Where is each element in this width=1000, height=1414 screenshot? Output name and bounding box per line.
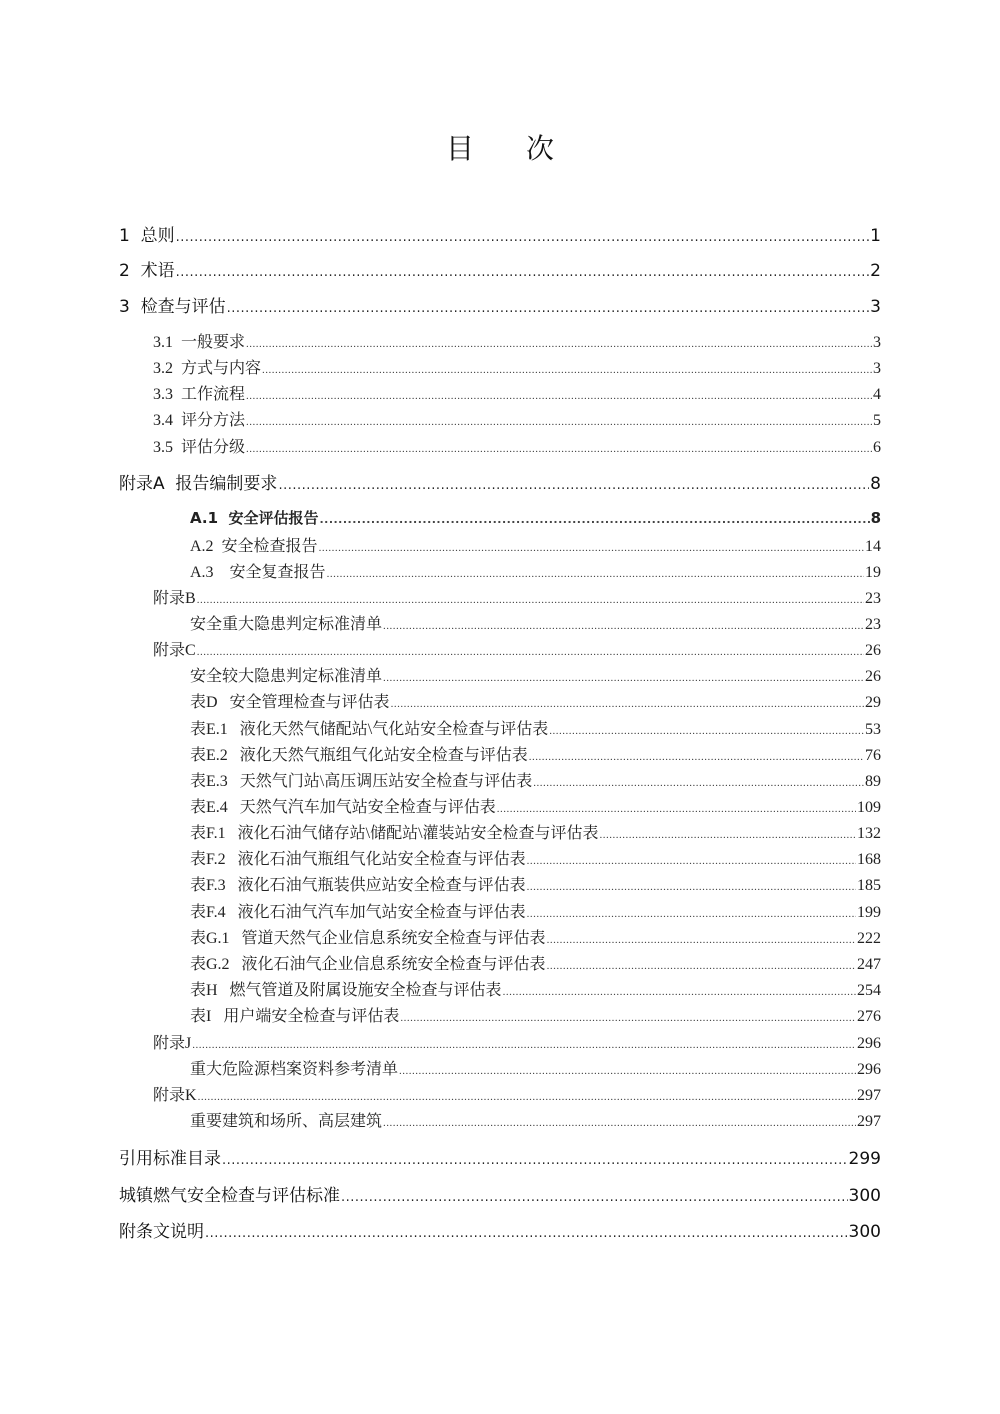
toc-entry-title: 表I 用户端安全检查与评估表 xyxy=(190,1008,400,1025)
toc-entry-page-number: 76 xyxy=(865,747,881,764)
toc-entry-page-number: 276 xyxy=(857,1008,881,1025)
dot-leader xyxy=(192,1039,856,1051)
dot-leader xyxy=(246,443,872,455)
toc-entry-page-number: 168 xyxy=(857,851,881,868)
toc-entry[interactable] xyxy=(153,1030,881,1052)
toc-entry-title: 重大危险源档案资料参考清单 xyxy=(190,1061,399,1078)
toc-entry-page-number: 3 xyxy=(873,360,881,377)
toc-entry-page-number: 254 xyxy=(857,982,881,999)
dot-leader xyxy=(246,338,872,350)
toc-entry[interactable] xyxy=(153,585,881,607)
toc-entry-page-number: 29 xyxy=(865,694,881,711)
toc-entry-title: 重要建筑和场所、高层建筑 xyxy=(190,1113,383,1130)
toc-entry[interactable] xyxy=(153,1082,881,1104)
toc-entry[interactable] xyxy=(190,689,881,711)
toc-entry-page-number: 296 xyxy=(857,1061,881,1078)
toc-entry-page-number: 296 xyxy=(857,1035,881,1052)
toc-entry-title: 表E.4 天然气汽车加气站安全检查与评估表 xyxy=(190,799,496,816)
toc-entry-page-number: 2 xyxy=(870,261,881,281)
dot-leader xyxy=(527,855,856,867)
dot-leader xyxy=(278,478,869,493)
toc-entry[interactable] xyxy=(190,716,881,738)
title-char-1: 目 xyxy=(445,132,474,165)
toc-entry[interactable] xyxy=(190,977,881,999)
toc-entry-page-number: 3 xyxy=(873,334,881,351)
toc-entry-page-number: 297 xyxy=(857,1113,881,1130)
toc-entry[interactable] xyxy=(190,507,881,529)
dot-leader xyxy=(383,1117,856,1129)
toc-entry-title: 表G.1 管道天然气企业信息系统安全检查与评估表 xyxy=(190,930,546,947)
toc-entry[interactable] xyxy=(190,820,881,842)
toc-entry[interactable] xyxy=(190,1003,881,1025)
toc-entry-page-number: 222 xyxy=(857,930,881,947)
toc-entry[interactable] xyxy=(190,768,881,790)
toc-entry-page-number: 299 xyxy=(848,1149,881,1169)
toc-entry[interactable] xyxy=(153,355,881,377)
toc-entry[interactable] xyxy=(119,1181,881,1205)
toc-entry[interactable] xyxy=(190,925,881,947)
dot-leader xyxy=(319,542,864,554)
toc-entry-page-number: 297 xyxy=(857,1087,881,1104)
dot-leader xyxy=(533,777,864,789)
toc-entry[interactable] xyxy=(190,794,881,816)
toc-entry[interactable] xyxy=(119,1217,881,1241)
dot-leader xyxy=(176,230,870,245)
toc-entry[interactable] xyxy=(190,559,881,581)
toc-entry-title: 3.2 方式与内容 xyxy=(153,360,262,377)
dot-leader xyxy=(547,934,856,946)
toc-entry[interactable] xyxy=(190,533,881,555)
dot-leader xyxy=(227,301,870,316)
toc-entry-page-number: 14 xyxy=(865,538,881,555)
toc-entry-page-number: 23 xyxy=(865,616,881,633)
toc-entry-page-number: 6 xyxy=(873,439,881,456)
toc-entry-title: 表E.2 液化天然气瓶组气化站安全检查与评估表 xyxy=(190,747,528,764)
toc-entry-page-number: 19 xyxy=(865,564,881,581)
toc-entry[interactable] xyxy=(190,872,881,894)
toc-entry-title: 表F.3 液化石油气瓶装供应站安全检查与评估表 xyxy=(190,877,526,894)
toc-entry-title: 3.4 评分方法 xyxy=(153,412,246,429)
toc-entry-title: 附录K xyxy=(153,1087,197,1104)
toc-entry-title: 附录A 报告编制要求 xyxy=(119,474,278,494)
dot-leader xyxy=(383,620,864,632)
toc-entry-page-number: 8 xyxy=(870,474,881,494)
dot-leader xyxy=(383,672,864,684)
dot-leader xyxy=(327,568,864,580)
toc-entry[interactable] xyxy=(153,434,881,456)
toc-entry-title: 3.1 一般要求 xyxy=(153,334,246,351)
dot-leader xyxy=(391,698,864,710)
page-title xyxy=(0,127,1000,167)
toc-entry-page-number: 23 xyxy=(865,590,881,607)
toc-entry-page-number: 199 xyxy=(857,904,881,921)
toc-entry[interactable] xyxy=(190,846,881,868)
toc-entry[interactable] xyxy=(190,663,881,685)
toc-entry[interactable] xyxy=(190,1108,881,1130)
toc-entry[interactable] xyxy=(119,1144,881,1168)
toc-entry-title: 附条文说明 xyxy=(119,1222,204,1242)
toc-entry-page-number: 109 xyxy=(857,799,881,816)
toc-entry-page-number: 5 xyxy=(873,412,881,429)
toc-entry-title: 表G.2 液化石油气企业信息系统安全检查与评估表 xyxy=(190,956,546,973)
toc-entry-page-number: 89 xyxy=(865,773,881,790)
toc-entry-title: 安全较大隐患判定标准清单 xyxy=(190,668,383,685)
toc-entry-title: 安全重大隐患判定标准清单 xyxy=(190,616,383,633)
toc-entry[interactable] xyxy=(153,329,881,351)
toc-entry-page-number: 132 xyxy=(857,825,881,842)
toc-entry-page-number: 1 xyxy=(870,226,881,246)
dot-leader xyxy=(262,364,872,376)
toc-entry[interactable] xyxy=(119,221,881,245)
toc-entry[interactable] xyxy=(190,899,881,921)
toc-entry[interactable] xyxy=(119,469,881,493)
toc-entry-title: 表F.4 液化石油气汽车加气站安全检查与评估表 xyxy=(190,904,526,921)
dot-leader xyxy=(341,1190,848,1205)
toc-entry-title: 3 检查与评估 xyxy=(119,297,226,317)
toc-entry-page-number: 247 xyxy=(857,956,881,973)
dot-leader xyxy=(197,594,864,606)
dot-leader xyxy=(205,1226,848,1241)
toc-entry-title: 表F.2 液化石油气瓶组气化站安全检查与评估表 xyxy=(190,851,526,868)
title-char-2: 次 xyxy=(526,132,555,165)
dot-leader xyxy=(246,416,872,428)
toc-entry-page-number: 4 xyxy=(873,386,881,403)
toc-entry-page-number: 26 xyxy=(865,668,881,685)
dot-leader xyxy=(547,960,856,972)
toc-entry-page-number: 3 xyxy=(870,297,881,317)
dot-leader xyxy=(527,881,856,893)
toc-entry-page-number: 8 xyxy=(870,509,881,527)
dot-leader xyxy=(222,1153,848,1168)
dot-leader xyxy=(527,908,856,920)
toc-entry-title: 引用标准目录 xyxy=(119,1149,221,1169)
toc-entry-title: 附录C xyxy=(153,642,196,659)
dot-leader xyxy=(319,513,869,526)
toc-entry-title: 3.5 评估分级 xyxy=(153,439,246,456)
toc-entry[interactable] xyxy=(119,256,881,280)
toc-entry[interactable] xyxy=(153,407,881,429)
toc-entry-title: 表D 安全管理检查与评估表 xyxy=(190,694,390,711)
dot-leader xyxy=(197,646,864,658)
toc-entry[interactable] xyxy=(119,292,881,316)
dot-leader xyxy=(497,803,856,815)
toc-entry-title: A.3 安全复查报告 xyxy=(190,564,326,581)
toc-entry[interactable] xyxy=(153,637,881,659)
toc-entry[interactable] xyxy=(190,951,881,973)
toc-entry-title: 2 术语 xyxy=(119,261,175,281)
dot-leader xyxy=(400,1012,856,1024)
toc-entry-title: 表E.3 天然气门站\高压调压站安全检查与评估表 xyxy=(190,773,533,790)
dot-leader xyxy=(503,986,856,998)
toc-entry-title: 表F.1 液化石油气储存站\储配站\灌装站安全检查与评估表 xyxy=(190,825,599,842)
toc-entry-page-number: 300 xyxy=(848,1222,881,1242)
dot-leader xyxy=(176,265,870,280)
dot-leader xyxy=(399,1065,856,1077)
toc-entry[interactable] xyxy=(153,381,881,403)
toc-entry[interactable] xyxy=(190,1056,881,1078)
toc-entry-title: 附录J xyxy=(153,1035,192,1052)
toc-entry-page-number: 53 xyxy=(865,721,881,738)
dot-leader xyxy=(549,725,864,737)
toc-entry-page-number: 26 xyxy=(865,642,881,659)
dot-leader xyxy=(600,829,856,841)
dot-leader xyxy=(246,390,872,402)
toc-entry-page-number: 300 xyxy=(848,1186,881,1206)
toc-entry-title: A.1 安全评估报告 xyxy=(190,509,319,527)
toc-entry-title: 城镇燃气安全检查与评估标准 xyxy=(119,1186,340,1206)
toc-entry-title: 表E.1 液化天然气储配站\气化站安全检查与评估表 xyxy=(190,721,549,738)
toc-entry-title: 3.3 工作流程 xyxy=(153,386,246,403)
dot-leader xyxy=(198,1091,856,1103)
toc-entry-page-number: 185 xyxy=(857,877,881,894)
toc-entry-title: A.2 安全检查报告 xyxy=(190,538,318,555)
toc-entry-title: 附录B xyxy=(153,590,196,607)
toc-entry[interactable] xyxy=(190,742,881,764)
dot-leader xyxy=(529,751,864,763)
toc-entry-title: 表H 燃气管道及附属设施安全检查与评估表 xyxy=(190,982,502,999)
toc-entry[interactable] xyxy=(190,611,881,633)
toc-entry-title: 1 总则 xyxy=(119,226,175,246)
